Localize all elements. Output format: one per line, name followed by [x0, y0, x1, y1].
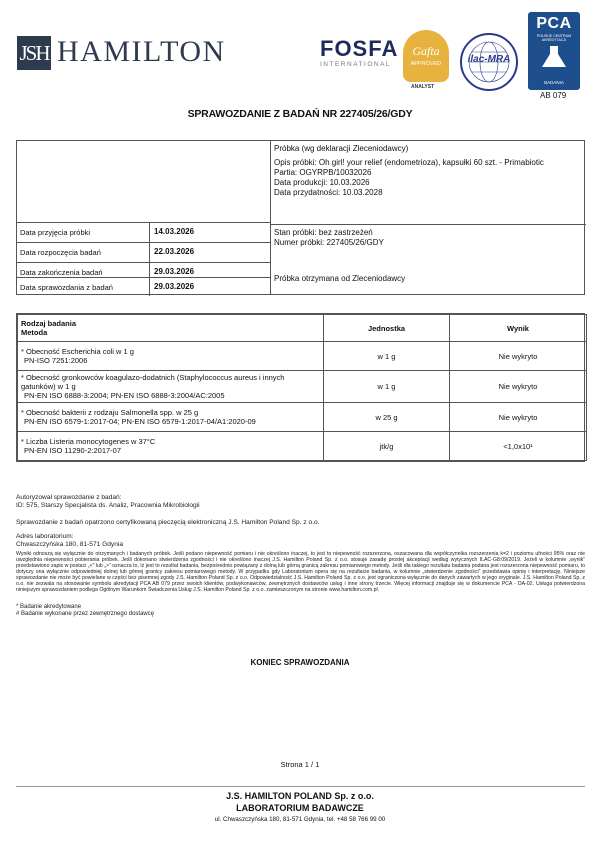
- pca-logo-subtitle: POLSKIE CENTRUM AKREDYTACJI: [536, 34, 572, 42]
- date-row: [17, 242, 270, 263]
- results-header-row: [18, 315, 587, 342]
- test-method: PN-EN ISO 11290-2:2017-07: [24, 446, 121, 455]
- test-method: PN-EN ISO 6888-3:2004; PN-EN ISO 6888-3:2004/AC:2005: [24, 391, 225, 400]
- sample-info-table: [16, 140, 585, 295]
- test-result: Nie wykryto: [450, 403, 587, 432]
- footer-divider: [16, 786, 585, 787]
- fosfa-logo-subtitle: INTERNATIONAL: [320, 61, 392, 68]
- gafta-logo-title: Gafta: [412, 44, 440, 58]
- date-row: [17, 222, 270, 243]
- sample-number: Numer próbki: 227405/26/GDY: [274, 238, 384, 247]
- sample-production-date: Data produkcji: 10.03.2026: [274, 178, 370, 187]
- test-method: PN-EN ISO 6579-1:2017-04; PN-EN ISO 6579-1:2017-04/A1:2020-09: [24, 417, 256, 426]
- table-row: [18, 371, 587, 403]
- gafta-analyst-label: ANALYST: [411, 84, 435, 90]
- lab-address-value: Chwaszczyńska 180, 81-571 Gdynia: [16, 541, 124, 548]
- test-name: * Obecność Escherichia coli w 1 g: [21, 347, 134, 356]
- footer-company: J.S. HAMILTON POLAND Sp. z o.o.: [226, 791, 374, 801]
- test-unit: w 25 g: [324, 403, 450, 432]
- sample-expiry-date: Data przydatności: 10.03.2028: [274, 188, 383, 197]
- ilac-mra-logo: [460, 33, 518, 91]
- test-cell: [18, 371, 324, 403]
- note-accredited: * Badanie akredytowane: [16, 604, 82, 610]
- pca-flask-icon: [539, 44, 569, 70]
- test-unit: w 1 g: [324, 342, 450, 371]
- date-label: Data przyjęcia próbki: [20, 228, 91, 237]
- test-cell: [18, 432, 324, 461]
- test-cell: [18, 342, 324, 371]
- footer-address: ul. Chwaszczyńska 180, 81-571 Gdynia, tel. +48 58 766 99 00: [214, 816, 386, 823]
- test-cell: [18, 403, 324, 432]
- pca-logo: [528, 12, 580, 90]
- authorized-label: Autoryzował sprawozdanie z badań:: [16, 494, 122, 501]
- footer-lab: LABORATORIUM BADAWCZE: [236, 803, 364, 813]
- fosfa-logo: FOSFA: [320, 36, 399, 61]
- table-row: [18, 342, 587, 371]
- page-number: Strona 1 / 1: [280, 760, 320, 769]
- test-unit: jtk/g: [324, 432, 450, 461]
- header-unit: Jednostka: [324, 315, 450, 342]
- test-result: <1,0x10¹: [450, 432, 587, 461]
- signature-note: Sprawozdanie z badań opatrzono certyfikowaną pieczęcią elektroniczną J.S. Hamilton Poland Sp. z o.o.: [16, 519, 320, 526]
- sample-description: Opis próbki: Oh girl! your relief (endometrioza), kapsułki 60 szt. - Primabiotic: [274, 158, 544, 167]
- date-value: 14.03.2026: [154, 227, 195, 236]
- pca-badania-label: BADANIA: [544, 80, 564, 85]
- sample-origin: Próbka (wg deklaracji Zleceniodawcy): [274, 144, 409, 153]
- date-label: Data zakończenia badań: [20, 268, 103, 277]
- header-method: Metoda: [21, 328, 48, 337]
- date-value: 29.03.2026: [154, 282, 195, 291]
- date-label: Data sprawozdania z badań: [20, 283, 113, 292]
- test-result: Nie wykryto: [450, 371, 587, 403]
- test-result: Nie wykryto: [450, 342, 587, 371]
- ilac-mra-text: ilac-MRA: [467, 54, 511, 65]
- test-unit: w 1 g: [324, 371, 450, 403]
- report-end: KONIEC SPRAWOZDANIA: [250, 658, 350, 667]
- pca-accreditation-code: AB 079: [540, 91, 567, 100]
- note-external: # Badanie wykonane przez zewnętrznego dostawcę: [16, 611, 155, 617]
- date-label: Data rozpoczęcia badań: [20, 248, 101, 257]
- pca-logo-title: PCA: [536, 15, 572, 32]
- jsh-logo-mark: JSH: [17, 36, 51, 70]
- sample-received-from: Próbka otrzymana od Zleceniodawcy: [274, 274, 406, 283]
- header-result: Wynik: [450, 315, 587, 342]
- sample-batch: Partia: OGYRPB/10032026: [274, 168, 372, 177]
- gafta-logo-subtitle: APPROVED: [410, 61, 442, 67]
- report-title: SPRAWOZDANIE Z BADAŃ NR 227405/26/GDY: [187, 108, 413, 120]
- header-type-method: [18, 315, 324, 342]
- hamilton-logo-text: HAMILTON: [57, 35, 226, 68]
- date-value: 22.03.2026: [154, 247, 195, 256]
- date-value: 29.03.2026: [154, 267, 195, 276]
- sample-state: Stan próbki: bez zastrzeżeń: [274, 228, 373, 237]
- disclaimer-text: Wyniki odnoszą się wyłącznie do otrzymanych i badanych próbek. Jeśli podano niepewność pomiaru i nie określono inaczej, to jest to niepewność rozszerzona, oszacowana dla współczynnika rozszerzenia k=2 i poziomu ufności 95% oraz nie uwzględnia niepewności pobierania próbek. Jeśli dokonano stwierdzenia zgodności i nie określono inaczej J.S. Hamilton Poland Sp. z o.o. stosuje zasadę prostej akceptacji według wytycznych ILAC-G8:09/2019. Jeżeli w kolumnie „wynik” przedstawiono zapis w postaci „<” lub „>” oznacza to, iż jest to rezultat badania, bezpośrednio powiązany z dolną lub górną granicą zakresu pomiarowego metody. Jeśli dla takiego rezultatu badania podana jest rozszerzona niepewność pomiaru, to dotyczy ona wyłącznie odpowiedniej dolnej lub górnej granicy zakresu pomiarowego metody. W przypadku gdy Laboratorium opera się na rezultacie badania, w kolumnie „stwierdzenie zgodności” przedstawia opinię i interpretację. Niniejsze sprawozdanie nie może być powielane w części bez pisemnej zgody J.S. Hamilton Poland Sp. z o.o. Odpowiedzialność J.S. Hamilton Poland Sp. z o.o. jest ograniczona wyłącznie do danych zawartych w jego oryginale. J.S. Hamilton Poland Sp. z o.o. nie zezwala na stosowanie symbolu akredytacji PCA AB 079 przez swoich klientów, podwykonawców, zewnętrznych dostawców usług i inne strony trzecie. Więcej informacji znajduje się w dokumencie PCA - DA-02. Usługa potwierdzona niniejszym sprawozdaniem podlega Ogólnym Warunkom Świadczenia Usług J.S. Hamilton Poland Sp. z o.o. zamieszczonym na stronie www.hamilton.com.pl.: [16, 551, 585, 593]
- test-name: * Liczba Listeria monocytogenes w 37°C: [21, 437, 156, 446]
- test-name: * Obecność bakterii z rodzaju Salmonella spp. w 25 g: [21, 408, 199, 417]
- table-row: [18, 432, 587, 461]
- test-name: * Obecność gronkowców koagulazo-dodatnich (Staphylococcus aureus i innych gatunków) w 1 g: [21, 373, 285, 391]
- authorized-by: ID: 575, Starszy Specjalista ds. Analiz, Pracownia Mikrobiologii: [16, 502, 200, 509]
- header-type: Rodzaj badania: [21, 319, 77, 328]
- date-row: [17, 277, 270, 296]
- table-row: [18, 403, 587, 432]
- test-method: PN-ISO 7251:2006: [24, 356, 88, 365]
- results-table: [16, 313, 585, 462]
- lab-address-label: Adres laboratorium:: [16, 533, 74, 540]
- gafta-logo: [403, 30, 449, 82]
- sample-info-divider: [270, 224, 586, 225]
